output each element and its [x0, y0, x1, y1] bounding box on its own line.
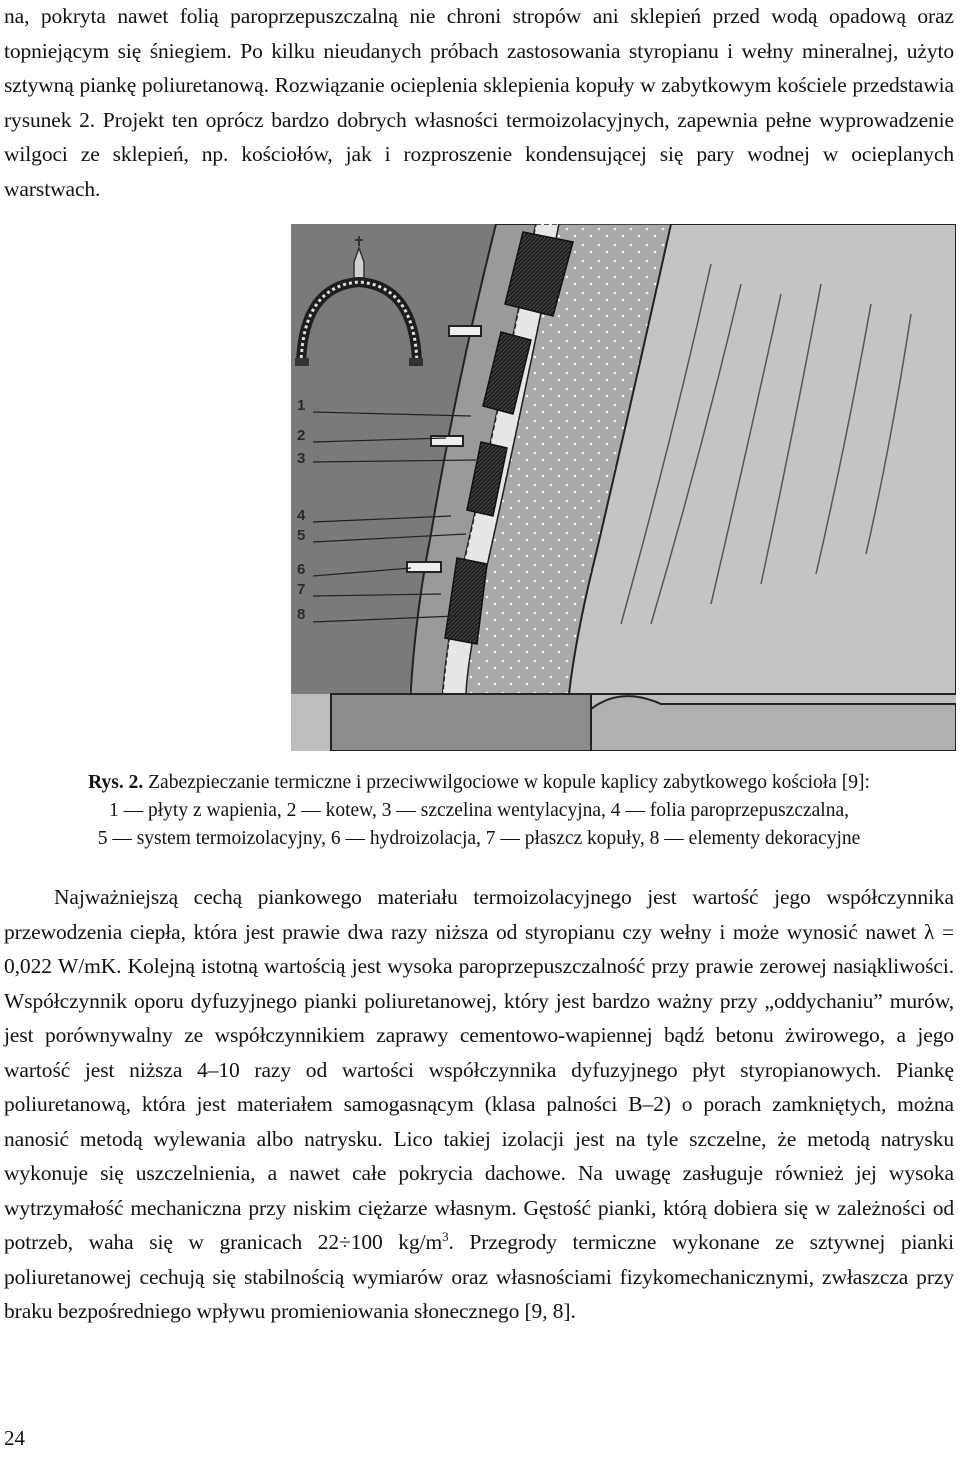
- caption-line-1: [4, 769, 954, 797]
- caption-label: Rys. 2.: [88, 772, 144, 793]
- caption-line-2: 1 — płyty z wapienia, 2 — kotew, 3 — szczelina wentylacyjna, 4 — folia paroprzepuszczalna,: [108, 800, 849, 821]
- figure-label-4: 4: [297, 507, 306, 524]
- figure-label-2: 2: [297, 427, 306, 444]
- paragraph-bottom-main: Najważniejszą cechą piankowego materiału termoizolacyjnego jest wartość jego współczynnika przewodzenia ciepła, która jest prawie dwa razy niższa od styropianu czy wełny i może wynosić nawet λ = 0,022 W/mK. Kolejną istotną wartością jest wysoka paroprzepuszczalność przy prawie zerowej nasiąkliwości. Współczynnik oporu dyfuzyjnego pianki poliuretanowej, który jest bardzo ważny przy „oddychaniu” murów, jest porównywalny ze współczynnikiem zaprawy cementowo-wapiennej bądź betonu żwirowego, a jego wartość jest niższa 4–10 razy od wartości współczynnika dyfuzyjnego płyt styropianowych. Piankę poliuretanową, która jest materiałem samogasnącym (klasa palności B–2) o porach zamkniętych, można nanosić metodą wylewania albo natrysku. Lico takiej izolacji jest na tyle szczelne, że metodą natrysku wykonuje się uszczelnienia, a nawet całe pokrycia dachowe. Na uwagę zasługuje również jej wysoka wytrzymałość mechaniczna przy niskim ciężarze własnym. Gęstość pianki, którą dobiera się w zależności od potrzeb, waha się w granicach 22÷100 kg/m: [4, 885, 954, 1254]
- paragraph-top: na, pokryta nawet folią paroprzepuszczalną nie chroni stropów ani sklepień przed wodą opadową oraz topniejącym się śniegiem. Po kilku nieudanych próbach zastosowania styropianu i wełny mineralnej, użyto sztywną piankę poliuretanową. Rozwiązanie ocieplenia sklepienia kopuły w zabytkowym kościele przedstawia rysunek 2. Projekt ten oprócz bardzo dobrych własności termoizolacyjnych, zapewnia pełne wyprowadzenie wilgoci ze sklepień, np. kościołów, jak i rozproszenie kondensującej się pary wodnej w ocieplanych warstwach.: [4, 4, 954, 201]
- base-block: [331, 694, 591, 751]
- page-number: 24: [4, 1426, 25, 1450]
- figure-label-8: 8: [297, 606, 306, 623]
- caption-line-3: 5 — system termoizolacyjny, 6 — hydroizolacja, 7 — płaszcz kopuły, 8 — elementy dekoracyjne: [97, 828, 861, 849]
- superscript-3: 3: [442, 1228, 449, 1244]
- figure-dome-insulation: [291, 224, 956, 751]
- figure-label-7: 7: [297, 581, 306, 598]
- caption-text-1: Zabezpieczanie termiczne i przeciwwilgociowe w kopule kaplicy zabytkowego kościoła [9]:: [148, 772, 870, 793]
- figure-label-3: 3: [297, 450, 306, 467]
- paragraph-bottom-end: . Przegrody termiczne wykonane ze sztywnej pianki poliuretanowej cechują się stabilnością wymiarów oraz własnościami fizykomechanicznymi, zwłaszcza przy braku bezpośredniego wpływu promieniowania słonecznego [9, 8].: [4, 1230, 954, 1323]
- figure-label-1: 1: [297, 397, 306, 414]
- figure-labels: [297, 397, 306, 623]
- figure-drawing: [291, 224, 956, 751]
- figure-caption: [4, 769, 954, 853]
- cornice: [591, 696, 956, 751]
- figure-label-5: 5: [297, 527, 306, 544]
- paragraph-bottom: [4, 880, 954, 1329]
- figure-label-6: 6: [297, 561, 306, 578]
